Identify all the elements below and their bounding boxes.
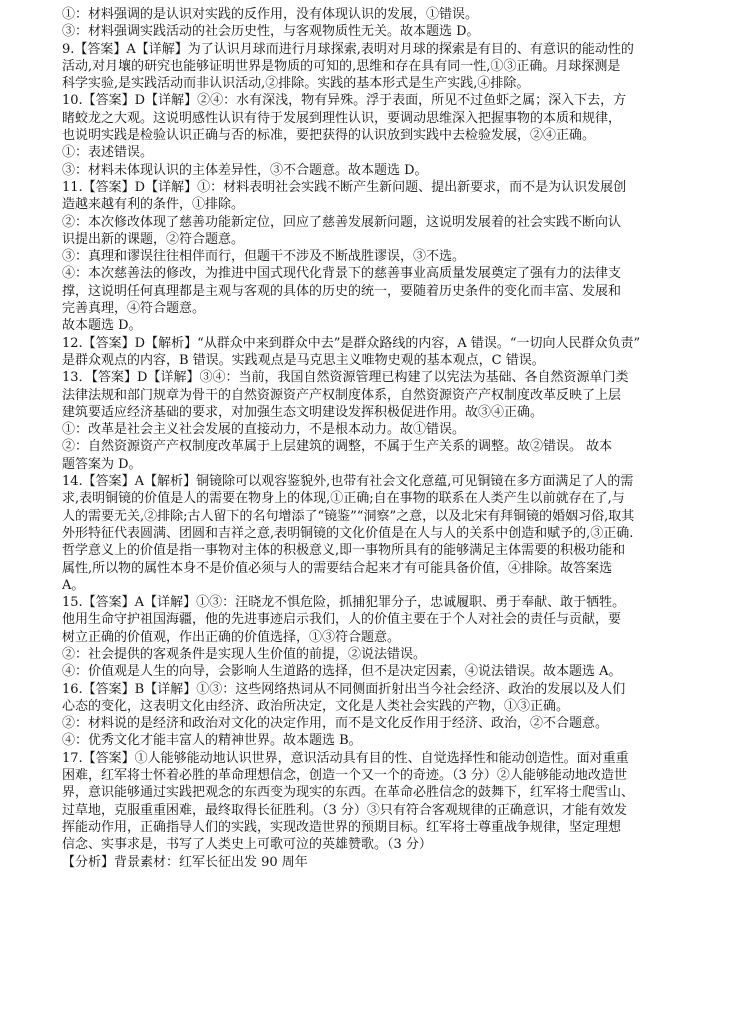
text-line: 【分析】背景素材：红军长征出发 90 周年	[62, 854, 308, 870]
text-line: 外形特征代表圆满、团圆和吉祥之意,表明铜镜的文化价值是在人与人的关系中创造和赋予的,③正确.	[62, 525, 634, 541]
text-line: 活动,对月壤的研究也能够证明世界是物质的可知的,思维和存在具有同一性,①③正确。月球探测是	[62, 58, 621, 74]
text-line: 11.【答案】D【详解】①：材料表明社会实践不断产生新问题、提出新要求，而不是为认识发展创	[62, 179, 627, 195]
text-line: 树立正确的价值观，作出正确的价值选择，①③符合题意。	[62, 629, 401, 645]
text-line: 信念、实事求是，书写了人类史上可歌可泣的英雄赞歌。（3 分）	[62, 837, 432, 853]
text-line: 科学实验,是实践活动而非认识活动,②排除。实践的基本形式是生产实践,④排除。	[62, 76, 530, 92]
text-line: 建筑要适应经济基础的要求，对加强生态文明建设发挥积极促进作用。故③④正确。	[62, 404, 544, 420]
text-line: 造越来越有利的条件，①排除。	[62, 197, 245, 213]
text-line: 9.【答案】A【详解】为了认识月球而进行月球探索,表明对月球的探索是有目的、有意识的能动性的	[62, 41, 634, 57]
text-line: 撑，这说明任何真理都是主观与客观的具体的历史的统一，要随着历史条件的变化而丰富、发展和	[62, 283, 622, 299]
text-line: ②：社会提供的客观条件是实现人生价值的前提，②说法错误。	[62, 646, 427, 662]
text-line: 也说明实践是检验认识正确与否的标准，要把获得的认识放到实践中去检验发展，②④正确。	[62, 128, 596, 144]
text-line: 挥能动作用，正确指导人们的实践，实现改造世界的预期目标。红军将士尊重战争规律，坚定理想	[62, 819, 622, 835]
text-line: ④：本次慈善法的修改，为推进中国式现代化背景下的慈善事业高质量发展奠定了强有力的法律支	[62, 266, 622, 282]
text-line: A。	[62, 577, 85, 593]
text-line: ①：表述错误。	[62, 145, 154, 161]
text-line: 困难，红军将士怀着必胜的革命理想信念，创造一个又一个的奇迹。（3 分）②人能够能动地改造世	[62, 768, 627, 784]
text-line: 14.【答案】A【解析】铜镜除可以观容鉴貌外,也带有社会文化意蕴,可见铜镜在多方面满足了人的需	[62, 474, 634, 490]
text-line: ②：本次修改体现了慈善功能新定位，回应了慈善发展新问题，这说明发展着的社会实践不断向认	[62, 214, 622, 230]
text-line: ②：材料说的是经济和政治对文化的决定作用，而不是文化反作用于经济、政治，②不合题意。	[62, 716, 609, 732]
text-line: ①：改革是社会主义社会发展的直接动力，不是根本动力。故①错误。	[62, 422, 466, 438]
text-line: ③：材料强调实践活动的社会历史性，与客观物质性无关。故本题选 D。	[62, 24, 480, 40]
text-line: 识提出新的课题，②符合题意。	[62, 231, 245, 247]
text-line: ③：真理和谬误往往相伴而行，但题干不涉及不断战胜谬误，③不选。	[62, 249, 466, 265]
text-line: 属性,所以物的属性本身不是价值必须与人的需要结合起来才有可能具备价值，④排除。故答案选	[62, 560, 613, 576]
text-line: 心态的变化，这表明文化由经济、政治所决定，文化是人类社会实践的产物，①③正确。	[62, 698, 570, 714]
text-line: ③：材料未体现认识的主体差异性，③不合题意。故本题选 D。	[62, 162, 428, 178]
text-line: 是群众观点的内容，B 错误。实践观点是马克思主义唯物史观的基本观点，C 错误。	[62, 352, 545, 368]
text-line: 15.【答案】A【详解】①③：汪晓龙不惧危险，抓捕犯罪分子，忠诚履职、勇于奉献、敢于牺牲。	[62, 595, 626, 611]
text-line: 题答案为 D。	[62, 456, 142, 472]
text-line: ④：价值观是人生的向导，会影响人生道路的选择，但不是决定因素，④说法错误。故本题选 A。	[62, 664, 622, 680]
text-line: 10.【答案】D【详解】②④：水有深浅，物有异殊。浮于表面，所见不过鱼虾之属；深入下去，方	[62, 93, 627, 109]
text-line: 求,表明铜镜的价值是人的需要在物身上的体现,①正确;自在事物的联系在人类产生以前就存在了,与	[62, 491, 625, 507]
text-line: ②：自然资源资产产权制度改革属于上层建筑的调整，不属于生产关系的调整。故②错误。 故本	[62, 439, 613, 455]
text-line: 哲学意义上的价值是指一事物对主体的积极意义,即一事物所具有的能够满足主体需要的积极功能和	[62, 543, 626, 559]
text-line: 12.【答案】D【解析】“从群众中来到群众中去”是群众路线的内容，A 错误。“一切向人民群众负责”	[62, 335, 641, 351]
text-line: 他用生命守护祖国海疆，他的先进事迹启示我们，人的价值主要在于个人对社会的责任与贡献，要	[62, 612, 622, 628]
text-line: ④：优秀文化才能丰富人的精神世界。故本题选 B。	[62, 733, 362, 749]
text-line: 17.【答案】①人能够能动地认识世界，意识活动具有目的性、自觉选择性和能动创造性。面对重重	[62, 750, 629, 766]
text-line: ①：材料强调的是认识对实践的反作用，没有体现认识的发展，①错误。	[62, 7, 479, 22]
text-line: 界，意识能够通过实践把观念的东西变为现实的东西。在革命必胜信念的鼓舞下，红军将士爬雪山、	[62, 785, 635, 801]
text-line: 过草地，克服重重困难，最终取得长征胜利。（3 分）③只有符合客观规律的正确意识，才能有效发	[62, 802, 627, 818]
text-line: 法律法规和部门规章为骨干的自然资源资产产权制度体系，自然资源资产产权制度改革反映了上层	[62, 387, 622, 403]
text-line: 13．【答案】D【详解】③④：当前，我国自然资源管理已构建了以宪法为基础、各自然资源单门类	[62, 370, 629, 386]
text-line: 完善真理，④符合题意。	[62, 301, 206, 317]
text-line: 睹蛟龙之大观。这说明感性认识有待于发展到理性认识，要调动思维深入把握事物的本质和规律，	[62, 110, 622, 126]
text-line: 人的需要无关,②排除;古人留下的名句增添了“镜鉴”“洞察”之意，以及北宋有拜铜镜的婚姻习俗,取其	[62, 508, 635, 524]
text-line: 16.【答案】B【详解】①③：这些网络热词从不同侧面折射出当今社会经济、政治的发展以及人们	[62, 681, 626, 697]
text-line: 故本题选 D。	[62, 318, 142, 334]
